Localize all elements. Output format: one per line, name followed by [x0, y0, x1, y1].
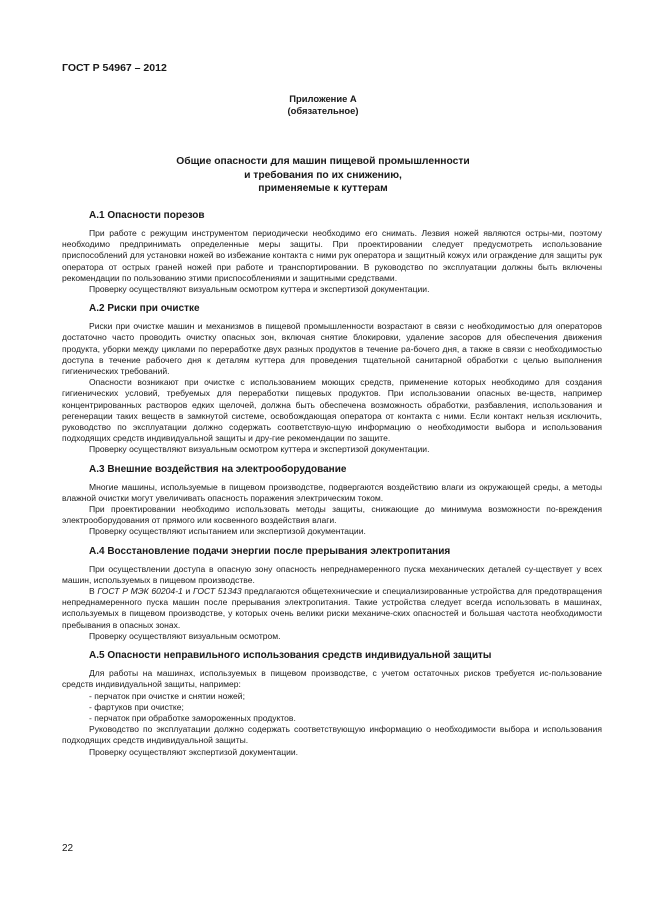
appendix-subtitle: (обязательное): [287, 105, 359, 116]
section-heading: А.2 Риски при очистке: [89, 303, 200, 315]
appendix-heading: [0, 93, 646, 117]
paragraph: Многие машины, используемые в пищевом производстве, подвергаются воздействию влаги из окружающей среды, а методы влажной очистки могут увеличивать опасность поражения электрическим током.: [62, 481, 602, 503]
main-title: [0, 155, 646, 196]
document-body: [62, 209, 602, 758]
paragraph: Проверку осуществляют визуальным осмотром.: [89, 630, 281, 641]
paragraph: Проверку осуществляют визуальным осмотром куттера и экспертизой документации.: [89, 444, 430, 455]
main-title-line: Общие опасности для машин пищевой промышленности: [176, 156, 470, 167]
section-heading: А.1 Опасности порезов: [89, 210, 205, 221]
page-number: 22: [62, 843, 74, 854]
list-item: - перчаток при обработке замороженных продуктов.: [89, 712, 296, 723]
list-item: - фартуков при очистке;: [89, 701, 184, 712]
appendix-title: Приложение А: [289, 93, 357, 104]
section-a3: [62, 463, 602, 538]
section-heading: А.5 Опасности неправильного использования средств индивидуальной защиты: [89, 650, 492, 662]
main-title-line: и требования по их снижению,: [244, 169, 402, 181]
text-fragment: предлагаются общетехнические и специализированные устройства для предотвращения непреднамеренного пуска машин после прерывания электропитания. Такие устройства следует всегда использовать в машинах, используемых в пищевом производстве, у которых очень велики риски механиче-ских опасностей и большая частота необходимости пребывания в опасных зонах.: [62, 586, 602, 630]
paragraph: Для работы на машинах, используемых в пищевом производстве, с учетом остаточных рисков требуется ис-пользование средств индивидуальной защиты, например:: [62, 668, 602, 690]
standard-reference: ГОСТ Р МЭК 60204-1: [97, 586, 183, 597]
main-title-line: применяемые к куттерам: [258, 183, 388, 194]
paragraph: При работе с режущим инструментом периодически необходимо его снимать. Лезвия ножей являются остры-ми, поэтому необходимо предпринимать определенные меры защиты. При проектировании следует предусмотреть использование приспособлений для установки ножей во избежание контакта с ними рук оператора и защитный кожух или ограждение для защиты рук оператора от острых граней ножей при работе и транспортировании. В руководство по эксплуатации должны быть включены рекомендации по пользованию этими приспособлениями и защитными средствами.: [62, 228, 602, 283]
paragraph: Проверку осуществляют испытанием или экспертизой документации.: [89, 526, 366, 537]
text-fragment: В: [89, 586, 98, 597]
paragraph: При проектировании необходимо использовать методы защиты, снижающие до минимума возможности по-вреждения электрооборудования от прямого или косвенного воздействия влаги.: [62, 504, 602, 526]
standard-reference: ГОСТ 51343: [192, 586, 242, 597]
section-heading: А.4 Восстановление подачи энергии после прерывания электропитания: [89, 545, 451, 557]
section-heading: А.3 Внешние воздействия на электрооборудование: [89, 463, 347, 475]
text-fragment: и: [182, 586, 193, 597]
document-code: ГОСТ Р 54967 – 2012: [62, 62, 167, 74]
paragraph: Риски при очистке машин и механизмов в пищевой промышленности возрастают в связи с необходимостью для операторов достаточно часто проводить очистку опасных зон, включая снятие блокировки, удаление засоров для обеспечения движения продукта, уборки между циклами по переработке двух разных продуктов в течение ра-бочего дня, а также в связи с необходимостью доступа в течение рабочего дня к деталям куттера для проведения тщательной санитарной обработки с целью выполнения гигиенических требований.: [62, 321, 602, 377]
list-item: - перчаток при очистке и снятии ножей;: [89, 690, 245, 701]
section-a5: [62, 649, 602, 758]
paragraph: Руководство по эксплуатации должно содержать соответствующую информацию о необходимости выбора и использования подходящих средств индивидуальной защиты.: [62, 724, 602, 746]
paragraph: Опасности возникают при очистке с использованием моющих средств, применение которых необходимо для создания гигиенических условий, требуемых для переработки пищевых продуктов. При использовании опасных ве-ществ, например концентрированных растворов едких щелочей, должна быть обеспечена возможность обработки, разбавления, использования и регенерации таких веществ в замкнутой системе, освобождающая оператора от контакта с ними. Если контакт нельзя исключить, руководство по эксплуатации должно содержать соответствую-щую информацию о необходимости выбора и использования подходящих средств индивидуальной защиты и дру-гие рекомендации по защите.: [62, 377, 602, 444]
paragraph: Проверку осуществляют экспертизой документации.: [89, 746, 299, 757]
paragraph: При осуществлении доступа в опасную зону опасность непреднамеренного пуска механических деталей су-ществует у всех машин, используемых в пищевом производстве.: [62, 563, 602, 585]
section-a1: [62, 209, 602, 295]
paragraph: Проверку осуществляют визуальным осмотром куттера и экспертизой документации.: [89, 284, 430, 295]
paragraph-with-references: [62, 586, 602, 631]
section-a4: [62, 545, 602, 642]
section-a2: [62, 302, 602, 455]
